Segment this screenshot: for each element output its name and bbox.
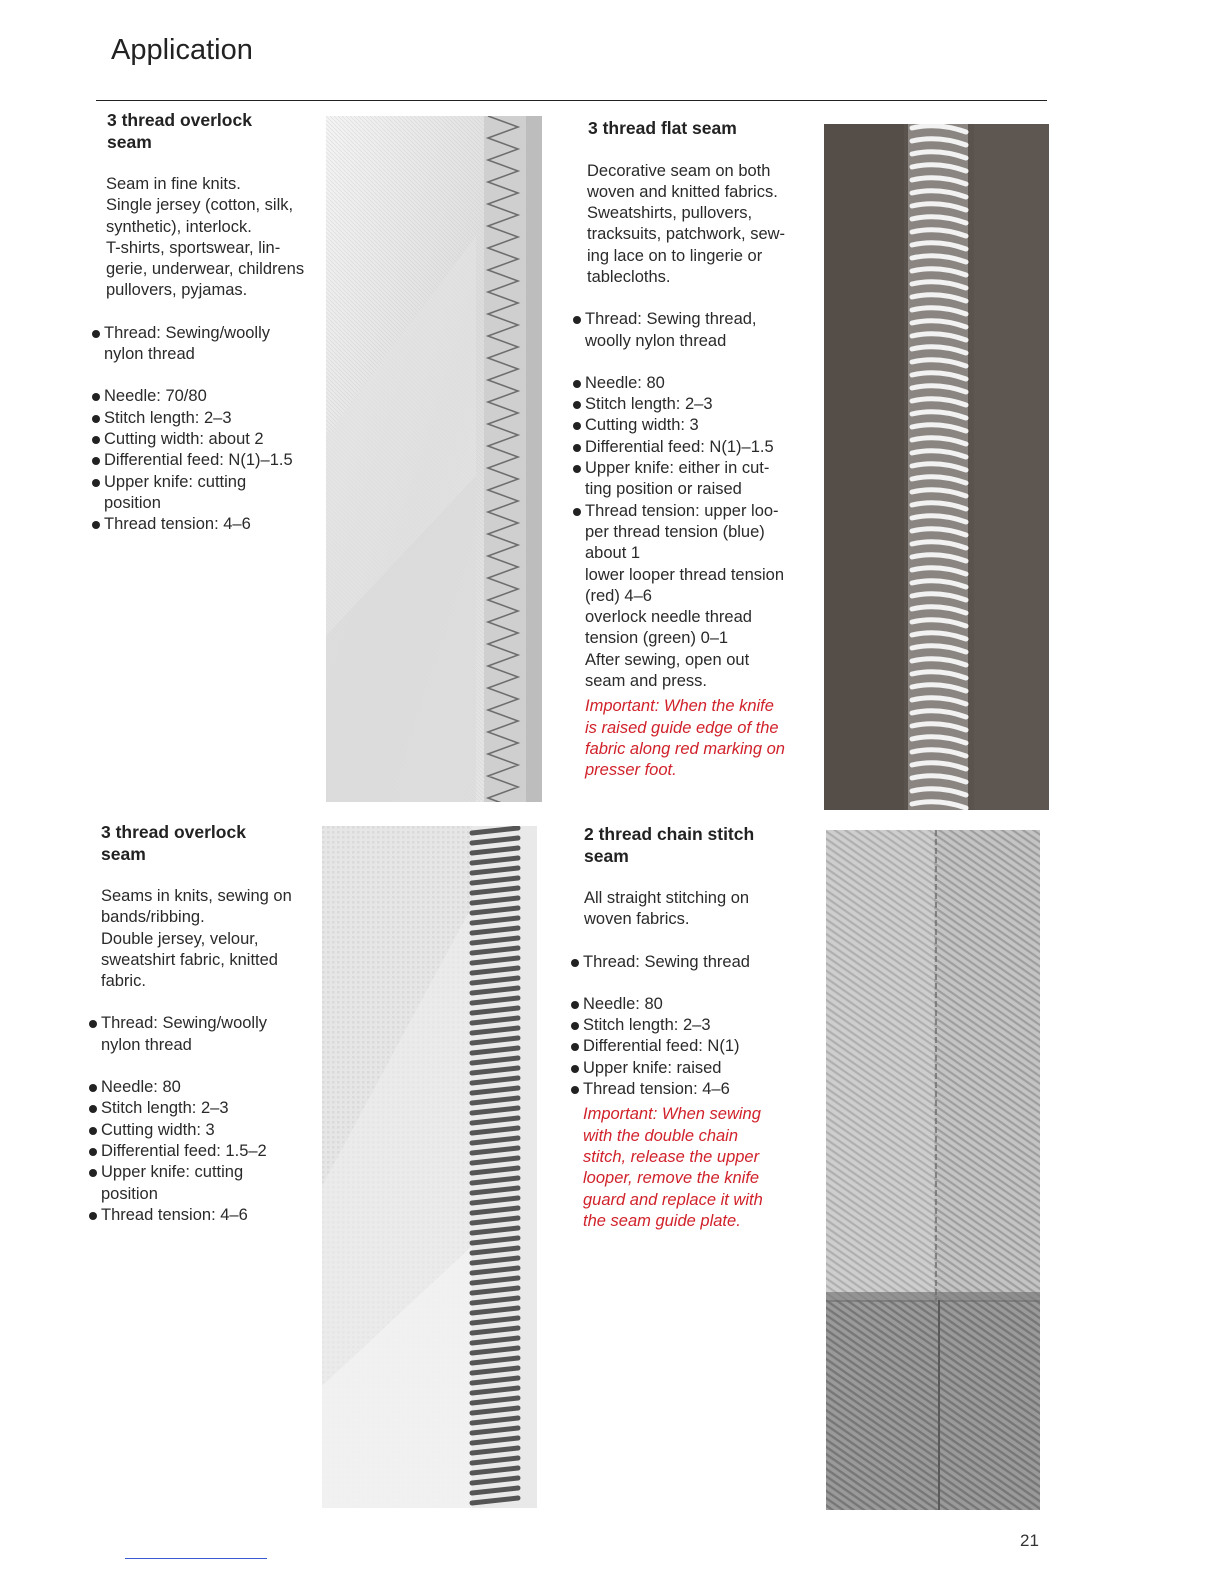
important-line: Important: When the knife [585, 697, 774, 716]
page-title: Application [111, 34, 253, 66]
overlock-seam-photo-2 [322, 826, 537, 1508]
description-line: tracksuits, patchwork, sew- [587, 225, 786, 244]
section-heading [588, 118, 818, 140]
thread-line: woolly nylon thread [585, 331, 727, 350]
description-line: woven and knitted fabrics. [587, 182, 778, 201]
section-3-thread-overlock-seam [92, 110, 322, 535]
chain-stitch-photo [826, 830, 1040, 1510]
description-line: sweatshirt fabric, knitted [101, 950, 278, 969]
thread-item [89, 1013, 319, 1056]
description-line: tablecloths. [587, 267, 671, 286]
setting-line: Cutting width: 3 [585, 416, 699, 435]
description-line: Double jersey, velour, [101, 929, 259, 948]
setting-item [571, 1036, 816, 1057]
setting-item [92, 472, 322, 515]
section-description [584, 888, 816, 931]
important-note [583, 1104, 816, 1232]
section-3-thread-flat-seam [573, 118, 818, 782]
thread-item [571, 952, 816, 973]
heading-line: 2 thread chain stitch [584, 824, 755, 844]
settings-list [92, 386, 322, 535]
setting-item [571, 1058, 816, 1079]
important-line: with the double chain [583, 1126, 739, 1145]
extra-line: seam and press. [585, 672, 707, 691]
extra-instructions [585, 565, 818, 693]
thread-line: Thread: Sewing thread [583, 952, 750, 971]
setting-line: Thread tension: 4–6 [104, 515, 251, 534]
setting-item [571, 1079, 816, 1100]
setting-item [573, 458, 818, 501]
setting-line: position [101, 1184, 158, 1203]
section-3-thread-overlock-seam-knits [89, 822, 319, 1226]
description-line: synthetic), interlock. [106, 217, 252, 236]
heading-line: seam [584, 845, 629, 866]
setting-line: about 1 [585, 544, 641, 563]
setting-line: Thread tension: 4–6 [101, 1205, 248, 1224]
setting-item [573, 437, 818, 458]
important-line: guard and replace it with [583, 1190, 763, 1209]
setting-line: Differential feed: N(1)–1.5 [104, 451, 293, 470]
setting-line: Needle: 80 [583, 994, 663, 1013]
setting-line: Stitch length: 2–3 [583, 1016, 711, 1035]
thread-list [573, 309, 818, 352]
setting-line: Thread tension: 4–6 [583, 1080, 730, 1099]
setting-item [92, 429, 322, 450]
section-2-thread-chain-stitch-seam [571, 824, 816, 1232]
setting-line: Upper knife: either in cut- [585, 459, 770, 478]
thread-list [92, 323, 322, 366]
settings-list [573, 373, 818, 565]
setting-line: Cutting width: 3 [101, 1120, 215, 1139]
settings-list [571, 994, 816, 1100]
setting-line: Stitch length: 2–3 [101, 1099, 229, 1118]
setting-item [571, 994, 816, 1015]
extra-line: lower looper thread tension [585, 565, 785, 584]
setting-line: Differential feed: 1.5–2 [101, 1141, 267, 1160]
footer-link-underline [125, 1558, 267, 1559]
setting-item [89, 1077, 319, 1098]
thread-line: Thread: Sewing/woolly [104, 323, 270, 342]
description-line: woven fabrics. [584, 910, 690, 929]
thread-line: nylon thread [104, 345, 195, 364]
overlock-seam-photo [326, 116, 542, 802]
setting-line: Upper knife: cutting [101, 1163, 244, 1182]
setting-item [573, 501, 818, 565]
thread-item [573, 309, 818, 352]
description-line: T-shirts, sportswear, lin- [106, 238, 281, 257]
page-number: 21 [1020, 1531, 1039, 1550]
setting-line: Differential feed: N(1) [583, 1037, 740, 1056]
setting-line: Needle: 70/80 [104, 387, 207, 406]
setting-line: Cutting width: about 2 [104, 429, 264, 448]
extra-line: tension (green) 0–1 [585, 629, 729, 648]
important-line: stitch, release the upper [583, 1147, 760, 1166]
heading-line: 3 thread overlock [107, 110, 252, 130]
extra-line: (red) 4–6 [585, 586, 652, 605]
setting-line: Needle: 80 [101, 1078, 181, 1097]
important-line: presser foot. [585, 761, 677, 780]
setting-item [573, 394, 818, 415]
setting-item [571, 1015, 816, 1036]
setting-item [89, 1141, 319, 1162]
section-description [106, 174, 322, 302]
heading-line: 3 thread overlock [101, 822, 246, 842]
description-line: fabric. [101, 972, 146, 991]
setting-item [573, 373, 818, 394]
settings-list [89, 1077, 319, 1226]
setting-line: Stitch length: 2–3 [104, 408, 232, 427]
description-line: Decorative seam on both [587, 161, 771, 180]
setting-item [92, 408, 322, 429]
flat-seam-photo [824, 124, 1049, 810]
description-line: Sweatshirts, pullovers, [587, 204, 753, 223]
setting-line: Differential feed: N(1)–1.5 [585, 437, 774, 456]
important-line: looper, remove the knife [583, 1169, 760, 1188]
section-heading [101, 822, 319, 865]
description-line: Seam in fine knits. [106, 175, 241, 193]
important-line: fabric along red marking on [585, 739, 785, 758]
extra-line: overlock needle thread [585, 608, 752, 627]
description-line: Single jersey (cotton, silk, [106, 196, 294, 215]
setting-line: Thread tension: upper loo- [585, 501, 779, 520]
heading-line: 3 thread flat seam [588, 118, 737, 138]
extra-line: After sewing, open out [585, 650, 750, 669]
description-line: gerie, underwear, childrens [106, 260, 305, 279]
thread-item [92, 323, 322, 366]
setting-item [92, 514, 322, 535]
setting-item [89, 1120, 319, 1141]
setting-line: Upper knife: cutting [104, 472, 247, 491]
heading-line: seam [101, 843, 146, 864]
setting-line: ting position or raised [585, 480, 742, 499]
setting-line: Stitch length: 2–3 [585, 395, 713, 414]
section-description [101, 886, 319, 992]
setting-item [573, 415, 818, 436]
important-line: is raised guide edge of the [585, 718, 779, 737]
description-line: bands/ribbing. [101, 908, 205, 927]
description-line: All straight stitching on [584, 889, 750, 907]
thread-line: nylon thread [101, 1035, 192, 1054]
description-line: pullovers, pyjamas. [106, 281, 248, 300]
important-line: the seam guide plate. [583, 1211, 741, 1230]
setting-line: Needle: 80 [585, 373, 665, 392]
setting-item [89, 1098, 319, 1119]
setting-item [89, 1162, 319, 1205]
setting-line: position [104, 493, 161, 512]
setting-line: Upper knife: raised [583, 1058, 722, 1077]
thread-line: Thread: Sewing thread, [585, 310, 757, 329]
setting-line: per thread tension (blue) [585, 522, 765, 541]
important-note [585, 696, 818, 781]
setting-item [89, 1205, 319, 1226]
thread-list [89, 1013, 319, 1056]
header-rule [96, 100, 1047, 101]
section-description [587, 161, 818, 289]
section-heading [584, 824, 816, 867]
important-line: Important: When sewing [583, 1105, 761, 1124]
heading-line: seam [107, 131, 152, 152]
description-line: ing lace on to lingerie or [587, 246, 763, 265]
description-line: Seams in knits, sewing on [101, 887, 292, 905]
thread-list [571, 952, 816, 973]
section-heading [107, 110, 322, 153]
setting-item [92, 386, 322, 407]
thread-line: Thread: Sewing/woolly [101, 1014, 267, 1033]
setting-item [92, 450, 322, 471]
